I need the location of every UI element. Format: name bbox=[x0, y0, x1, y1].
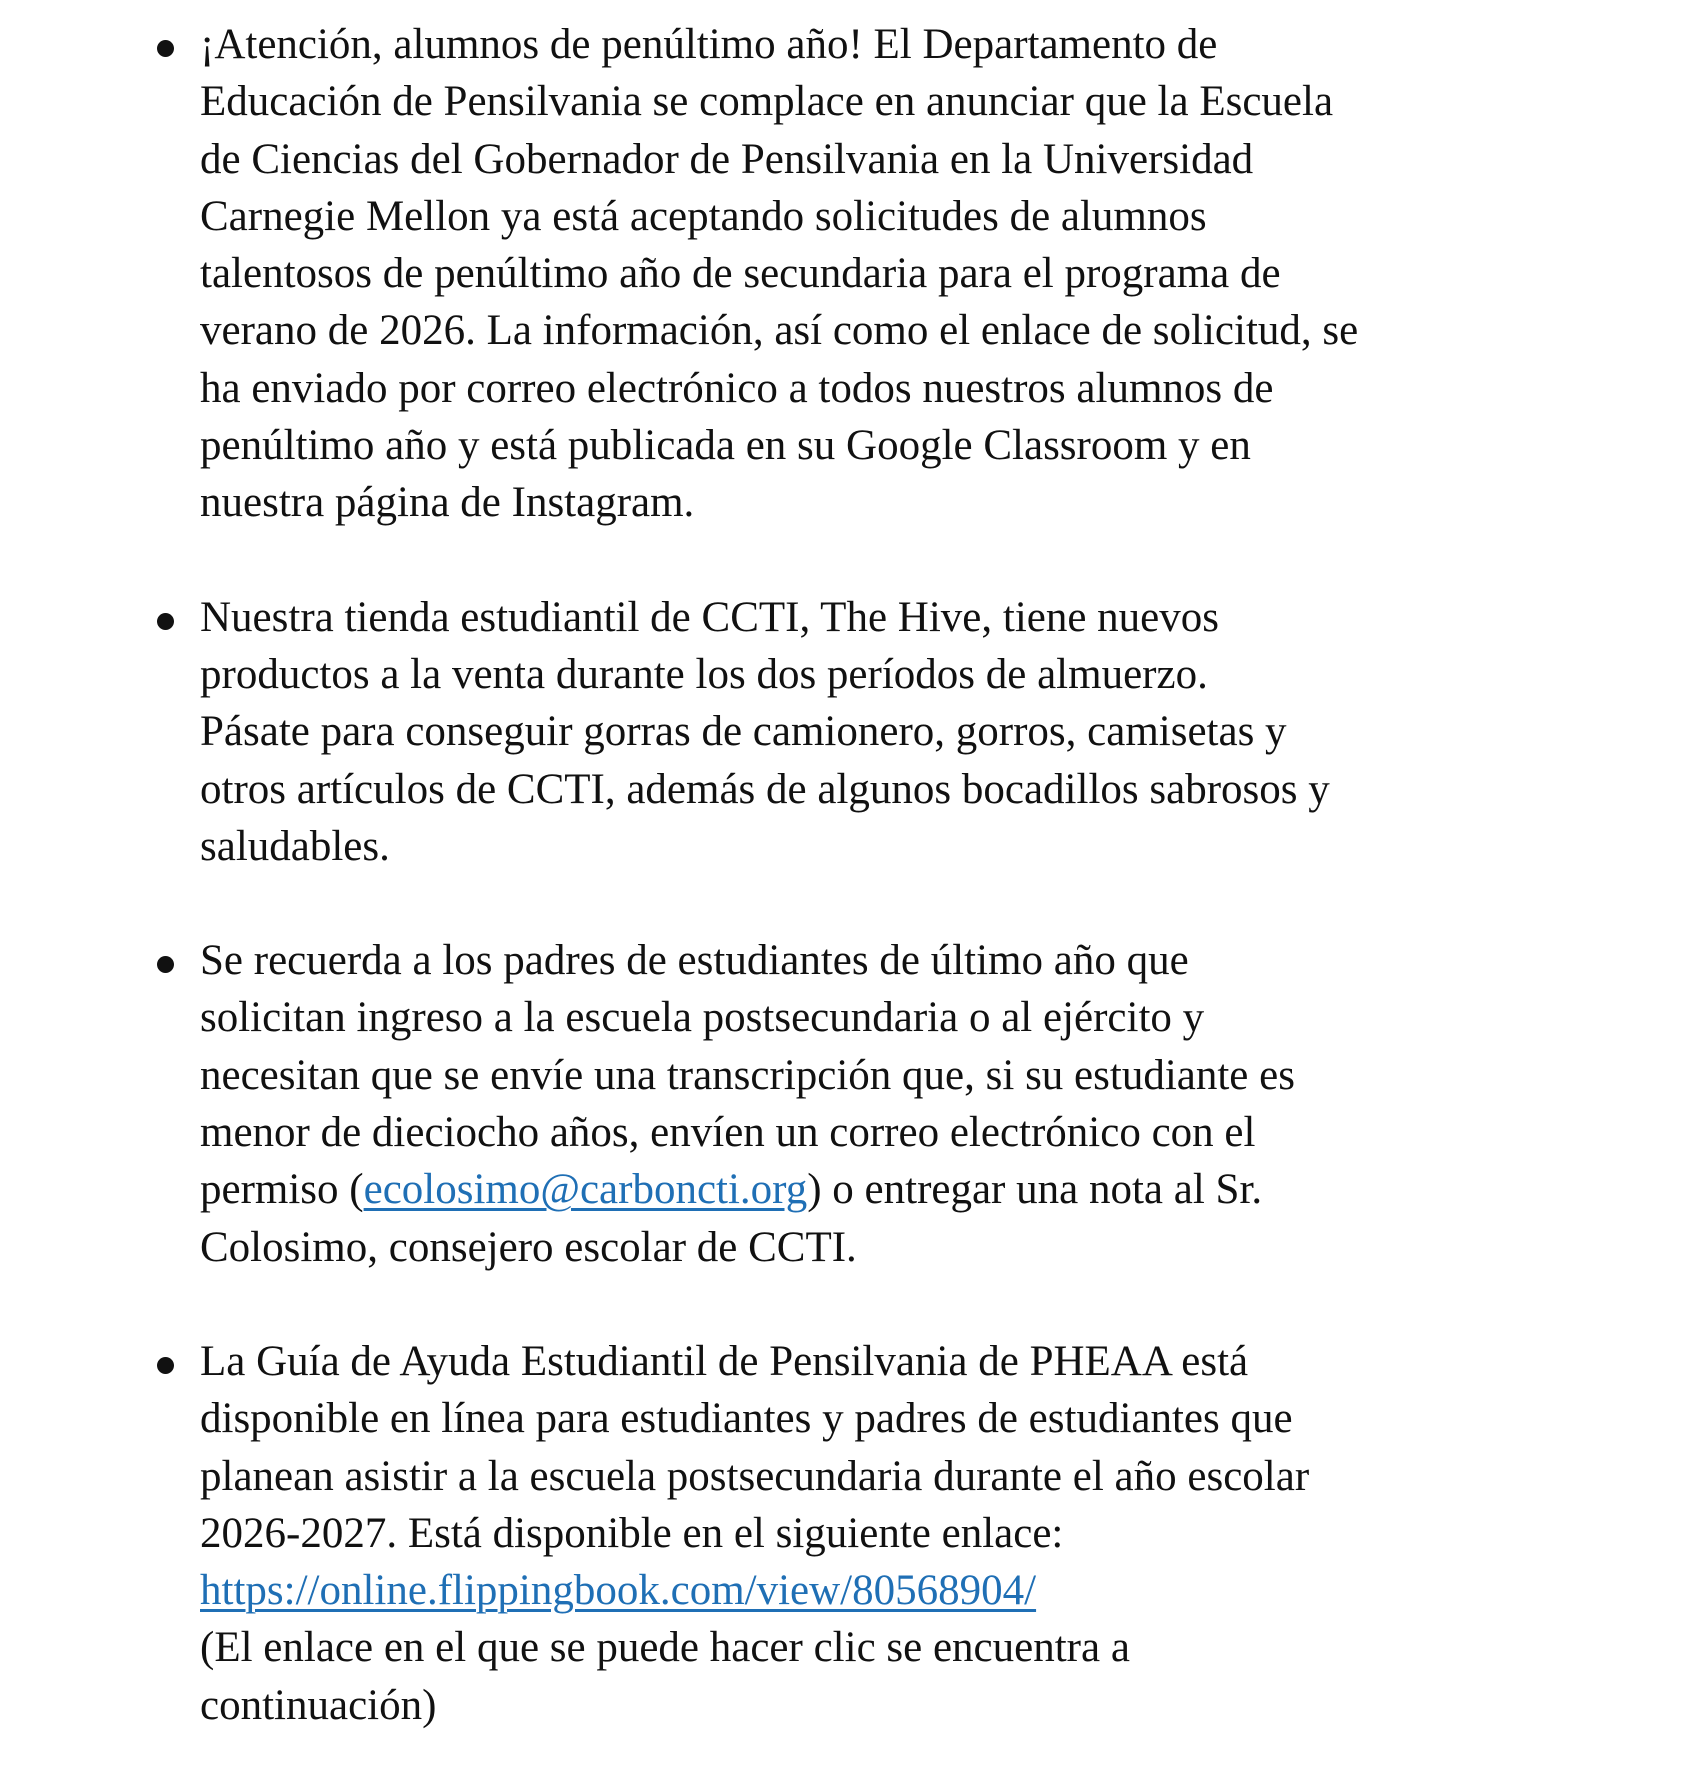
text-line: disponible en línea para estudiantes y padres de estudiantes que bbox=[200, 1395, 1293, 1443]
text-line: penúltimo año y está publicada en su Google Classroom y en bbox=[200, 422, 1251, 470]
text-line: menor de dieciocho años, envíen un correo electrónico con el bbox=[200, 1109, 1256, 1157]
bullet-icon bbox=[157, 1357, 174, 1374]
email-line bbox=[200, 1161, 1620, 1218]
text-line: ¡Atención, alumnos de penúltimo año! El Departamento de bbox=[200, 21, 1218, 68]
text-line: saludables. bbox=[200, 822, 390, 870]
text-line: La Guía de Ayuda Estudiantil de Pensilvania de PHEAA está bbox=[200, 1337, 1249, 1385]
url-line bbox=[200, 1562, 1620, 1619]
announcement-list bbox=[0, 16, 1700, 1791]
email-link[interactable]: ecolosimo@carboncti.org bbox=[363, 1166, 808, 1214]
text-fragment: permiso ( bbox=[200, 1166, 364, 1214]
bullet-icon bbox=[157, 956, 174, 973]
text-line: planean asistir a la escuela postsecundaria durante el año escolar bbox=[200, 1452, 1310, 1500]
text-line: productos a la venta durante los dos períodos de almuerzo. bbox=[200, 650, 1208, 698]
announcement-pheaa-guide bbox=[0, 1333, 1700, 1734]
flippingbook-link[interactable]: https://online.flippingbook.com/view/80568904/ bbox=[200, 1567, 1037, 1615]
announcement-transcripts bbox=[0, 932, 1700, 1276]
text-line: Nuestra tienda estudiantil de CCTI, The Hive, tiene nuevos bbox=[200, 593, 1220, 641]
text-line: solicitan ingreso a la escuela postsecundaria o al ejército y bbox=[200, 994, 1205, 1042]
text-line: nuestra página de Instagram. bbox=[200, 479, 695, 527]
text-line: otros artículos de CCTI, además de algunos bocadillos sabrosos y bbox=[200, 765, 1330, 813]
text-line: necesitan que se envíe una transcripción que, si su estudiante es bbox=[200, 1051, 1295, 1099]
announcement-student-store bbox=[0, 589, 1700, 875]
text-line: continuación) bbox=[200, 1681, 437, 1729]
text-line: verano de 2026. La información, así como el enlace de solicitud, se bbox=[200, 307, 1359, 355]
bullet-icon bbox=[157, 40, 174, 57]
text-line: Pásate para conseguir gorras de camionero, gorros, camisetas y bbox=[200, 708, 1287, 756]
bullet-icon bbox=[157, 613, 174, 630]
text-line: Se recuerda a los padres de estudiantes de último año que bbox=[200, 937, 1189, 985]
announcement-governors-school bbox=[0, 16, 1700, 532]
text-line: talentosos de penúltimo año de secundaria para el programa de bbox=[200, 250, 1281, 298]
text-fragment: ) o entregar una nota al Sr. bbox=[807, 1166, 1263, 1214]
text-line: Educación de Pensilvania se complace en anunciar que la Escuela bbox=[200, 78, 1334, 126]
text-line: Carnegie Mellon ya está aceptando solicitudes de alumnos bbox=[200, 192, 1207, 240]
text-line: de Ciencias del Gobernador de Pensilvania en la Universidad bbox=[200, 135, 1254, 183]
text-line: 2026-2027. Está disponible en el siguiente enlace: bbox=[200, 1509, 1064, 1557]
text-line: ha enviado por correo electrónico a todos nuestros alumnos de bbox=[200, 364, 1274, 412]
text-line: (El enlace en el que se puede hacer clic se encuentra a bbox=[200, 1624, 1130, 1672]
text-line: Colosimo, consejero escolar de CCTI. bbox=[200, 1223, 857, 1271]
